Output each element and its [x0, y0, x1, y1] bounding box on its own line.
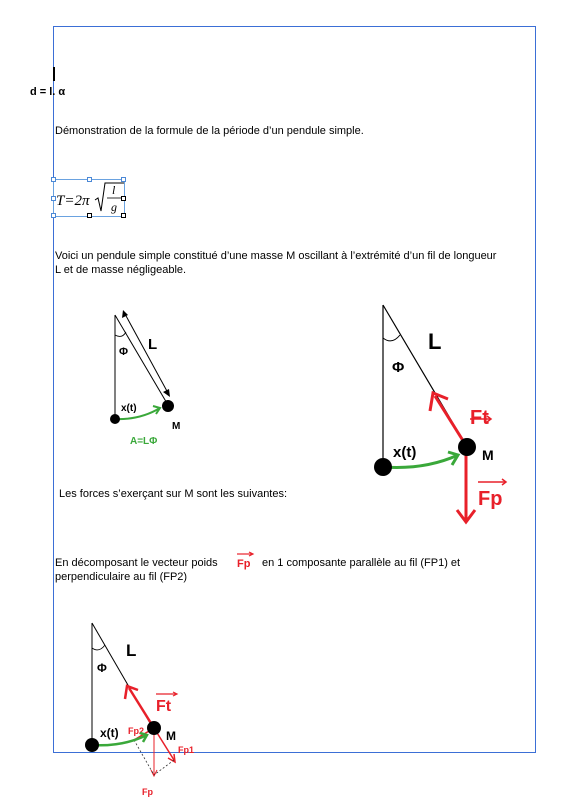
fig3-x: x(t): [100, 726, 119, 740]
fig1-arc-label: A=LΦ: [130, 436, 158, 447]
fig2-Fp: Fp: [478, 488, 503, 510]
decomp-line-1a: En décomposant le vecteur poids: [55, 557, 218, 569]
resize-handle-b[interactable]: [87, 213, 92, 218]
fig3-Fp2: Fp2: [128, 726, 145, 736]
resize-handle-l[interactable]: [51, 196, 56, 201]
pendulum-figure-2: [360, 300, 530, 530]
resize-handle-tl[interactable]: [51, 177, 56, 182]
formula-lhs: T=2π: [56, 193, 90, 209]
fig1-M: M: [172, 421, 181, 432]
fig3-L: L: [126, 641, 137, 660]
fig2-phi: Φ: [392, 359, 405, 376]
inline-fp-vector: [236, 551, 258, 571]
intro-line-1: Voici un pendule simple constitué d’une masse M oscillant à l’extrémité d’un fil de longueur: [55, 250, 497, 262]
pendulum-figure-1: [100, 305, 220, 455]
decomp-line-2: perpendiculaire au fil (FP2): [55, 571, 188, 583]
decomp-line-1b: en 1 composante parallèle au fil (FP1) et: [262, 557, 461, 569]
period-formula-object[interactable]: [53, 179, 125, 217]
resize-handle-t[interactable]: [87, 177, 92, 182]
formula-denominator: g: [111, 200, 117, 214]
resize-handle-r[interactable]: [121, 196, 126, 201]
pendulum-figure-3: [82, 620, 212, 800]
fig1-x: x(t): [121, 403, 137, 414]
fig3-M: M: [166, 729, 176, 743]
fig2-Ft: Ft: [470, 407, 489, 429]
d-formula: d = l. α: [30, 86, 66, 98]
resize-handle-tr[interactable]: [121, 177, 126, 182]
fig3-Ft: Ft: [156, 698, 172, 715]
forces-text: Les forces s’exerçant sur M sont les suivantes:: [59, 488, 288, 500]
fig3-phi: Φ: [97, 661, 107, 675]
inline-fp-label: Fp: [237, 558, 251, 570]
fig3-Fp1: Fp1: [178, 745, 195, 755]
document-title: Démonstration de la formule de la période d’un pendule simple.: [55, 125, 364, 137]
resize-handle-br[interactable]: [121, 213, 126, 218]
fig1-L: L: [148, 336, 158, 353]
fig1-phi: Φ: [119, 346, 129, 358]
fig3-Fp: Fp: [142, 787, 153, 797]
resize-handle-bl[interactable]: [51, 213, 56, 218]
fig2-L: L: [428, 329, 442, 354]
intro-line-2: L et de masse négligeable.: [55, 264, 187, 276]
text-cursor: [53, 67, 55, 81]
formula-numerator: l: [112, 183, 116, 197]
fig2-x: x(t): [393, 444, 417, 461]
fig2-M: M: [482, 447, 494, 463]
